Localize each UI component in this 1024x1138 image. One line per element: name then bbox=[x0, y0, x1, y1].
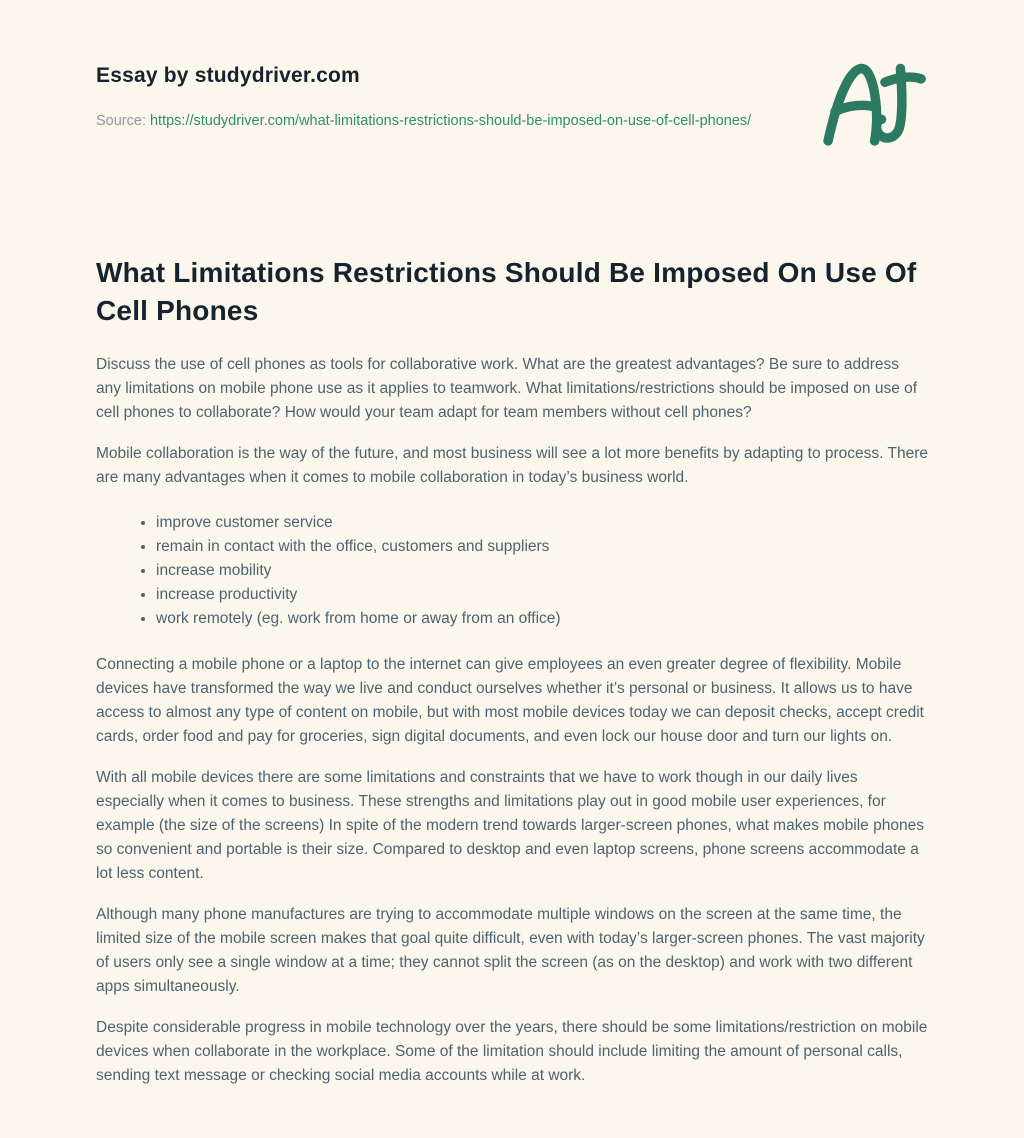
studydriver-logo bbox=[816, 54, 928, 158]
advantage-item: • increase mobility bbox=[156, 559, 928, 583]
paragraph: Despite considerable progress in mobile technology over the years, there should be some limitations/restriction on mobile devices when collaborate in the workplace. Some of the limitation should include limiting the amount of personal calls, sending text message or checking social media accounts while at work. bbox=[96, 1019, 928, 1085]
advantage-item: • remain in contact with the office, customers and suppliers bbox=[156, 535, 928, 559]
logo-monogram-icon bbox=[816, 54, 928, 158]
body-paragraphs bbox=[96, 653, 928, 1088]
essay-body bbox=[96, 353, 928, 1088]
paragraph: With all mobile devices there are some limitations and constraints that we have to work though in our daily lives especially when it comes to business. These strengths and limitations play out in good mobile user experiences, for example (the size of the screens) In spite of the modern trend towards larger-screen phones, what makes mobile phones so convenient and portable is their size. Compared to desktop and even laptop screens, phone screens accommodate a lot less content. bbox=[96, 769, 924, 883]
source-label: Source: bbox=[96, 113, 146, 129]
paragraph: Connecting a mobile phone or a laptop to the internet can give employees an even greater degree of flexibility. Mobile devices have transformed the way we live and conduct ourselves whether it’s personal or business. It allows us to have access to almost any type of content on mobile, but with most mobile devices today we can deposit checks, accept credit cards, order food and pay for groceries, sign digital documents, and even lock our house door and turn our lights on. bbox=[96, 656, 924, 746]
intro-paragraphs bbox=[96, 353, 928, 490]
page-header bbox=[96, 54, 928, 158]
paragraph: Mobile collaboration is the way of the future, and most business will see a lot more benefits by adapting to process. There are many advantages when it comes to mobile collaboration in today’s business world. bbox=[96, 445, 928, 487]
paragraph: Although many phone manufactures are trying to accommodate multiple windows on the screen at the same time, the limited size of the mobile screen makes that goal quite difficult, even with today’s larger-screen phones. The vast majority of users only see a single window at a time; they cannot split the screen (as on the desktop) and work with two different apps simultaneously. bbox=[96, 906, 925, 996]
advantage-item: • increase productivity bbox=[156, 583, 928, 607]
byline: Essay by studydriver.com bbox=[96, 64, 360, 87]
source-line bbox=[96, 108, 751, 135]
advantages-list bbox=[96, 511, 928, 631]
source-url-link[interactable]: https://studydriver.com/what-limitations-restrictions-should-be-imposed-on-use-of-cell-phones/ bbox=[149, 113, 752, 129]
advantage-item: • improve customer service bbox=[156, 511, 928, 535]
essay-title: What Limitations Restrictions Should Be Imposed On Use Of Cell Phones bbox=[96, 257, 917, 326]
paragraph: Discuss the use of cell phones as tools for collaborative work. What are the greatest advantages? Be sure to address any limitations on mobile phone use as it applies to teamwork. What limitations/restrictions should be imposed on use of cell phones to collaborate? How would your team adapt for team members without cell phones? bbox=[96, 356, 918, 422]
advantage-item: • work remotely (eg. work from home or away from an office) bbox=[156, 607, 928, 631]
header-text-block bbox=[96, 54, 751, 135]
